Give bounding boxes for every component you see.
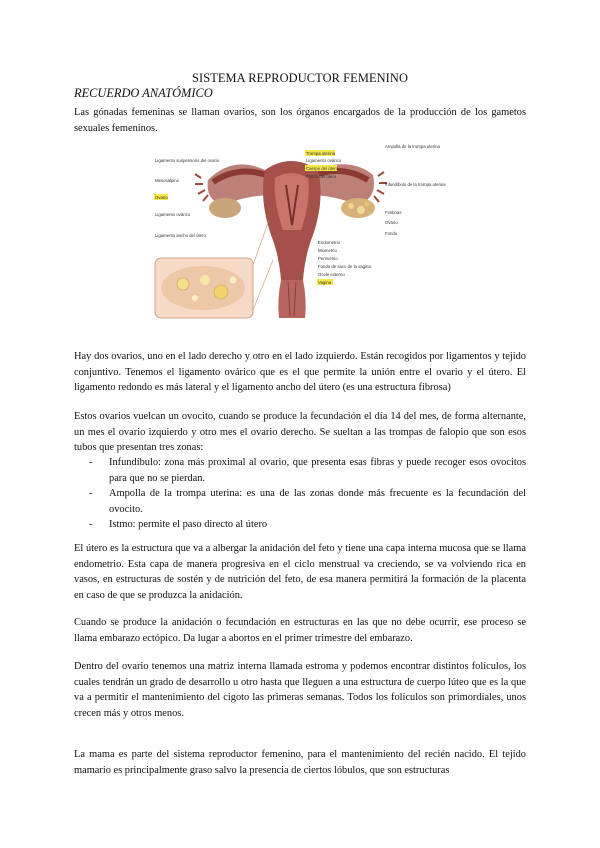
- anatomy-figure: [153, 140, 446, 320]
- label-cuerpo-utero: Cuerpo del útero: [306, 166, 339, 171]
- paragraph-mama-text: La mama es parte del sistema reproductor femenino, para el mantenimiento del recién nacido. El tejido mamario es principalmente graso salvo la presencia de ciertos lóbulos, que son estructuras: [74, 749, 526, 776]
- list-item: - Istmo: permite el paso directo al útero: [89, 519, 268, 531]
- label-ovario-right: Ovario: [385, 220, 398, 225]
- label-ligamento-ovarico-top: Ligamento ovárico: [306, 158, 342, 163]
- intro-paragraph: [74, 105, 526, 136]
- label-fondo: Fondo: [385, 231, 398, 236]
- label-perimetrio: Perimetrio: [318, 256, 338, 261]
- page-title: SISTEMA REPRODUCTOR FEMENINO: [192, 71, 408, 85]
- label-infundibulo: Infundíbulo de la trompa uterina: [385, 182, 446, 187]
- label-trompa: Trompa uterina: [306, 151, 335, 156]
- paragraph-utero: [74, 541, 526, 603]
- label-ligamento-suspensorio: Ligamento suspensorio del ovario: [155, 158, 220, 163]
- paragraph-ovarios-text: Hay dos ovarios, uno en el lado derecho y otro en el lado izquierdo. Están recogidos por ligamentos y tejido conjuntivo. Tenemos el ligamento ovárico que es el que permite la unión entre el ovario y el útero. El ligamento redondo es más lateral y el ligamento ancho del útero (es una estructura fibrosa): [74, 351, 526, 394]
- label-fondo-utero: Fondo del útero: [306, 174, 337, 179]
- label-endometrio: Endometrio: [318, 240, 340, 245]
- paragraph-ectopico-text: Cuando se produce la anidación o fecundación en estructuras en las que no debe ocurrir, ese proceso se llama embarazo ectópico. Da lugar a abortos en el primer trimestre del embarazo.: [74, 617, 526, 644]
- label-ocele: Ocele externo: [318, 272, 345, 277]
- label-fimbrias: Fimbrias: [385, 210, 402, 215]
- paragraph-mama: [74, 747, 526, 778]
- list-item-text: Istmo: permite el paso directo al útero: [109, 519, 268, 531]
- uterus-illustration: [153, 140, 446, 320]
- paragraph-estroma: [74, 659, 526, 721]
- paragraph-ovocito: [74, 409, 526, 456]
- list-item-text: Ampolla de la trompa uterina: es una de las zonas donde más frecuente es la fecundación del ovocito.: [109, 488, 526, 515]
- paragraph-estroma-text: Dentro del ovario tenemos una matriz interna llamada estroma y podemos encontrar distintos folículos, los cuales tendrán un grado de desarrollo u otro hasta que lleguen a una estructura de cuerpo lúteo que es la que va a permitir el mantenimiento del cigoto las primeras semanas. Todos los folículos son primordiales, unos crecen más y otros menos.: [74, 661, 526, 719]
- label-miometrio: Miometrio: [318, 248, 337, 253]
- paragraph-ectopico: [74, 615, 526, 646]
- label-fondo-saco: Fondo de saco de la vagina: [318, 264, 371, 269]
- label-mesosalpinx: Mesosalpinx: [155, 178, 179, 183]
- paragraph-ovarios: [74, 349, 526, 396]
- label-ovario-left: Ovario: [155, 195, 168, 200]
- label-ligamento-ovarico-left: Ligamento ovárico: [155, 212, 191, 217]
- section-subtitle: RECUERDO ANATÓMICO: [74, 86, 213, 100]
- trompa-zones-list: [74, 455, 526, 533]
- list-item-text: Infundíbulo: zona más proximal al ovario, que presenta esas fibras y puede recoger esos ovocitos para que no se pierdan.: [109, 457, 526, 484]
- label-vagina: Vagina: [318, 280, 332, 285]
- paragraph-utero-text: El útero es la estructura que va a albergar la anidación del feto y tiene una capa interna mucosa que se llama endometrio. Esta capa de manera progresiva en el ciclo menstrual va creciendo, se va volviendo rica en vasos, en estructuras de sostén y de nutrición del feto, de esa manera permitirá la formación de la placenta en caso de que se produzca la anidación.: [74, 543, 526, 601]
- label-ligamento-ancho: Ligamento ancho del útero: [155, 233, 206, 238]
- intro-text: Las gónadas femeninas se llaman ovarios, son los órganos encargados de la producción de los gametos sexuales femeninos.: [74, 107, 526, 134]
- paragraph-ovocito-text: Estos ovarios vuelcan un ovocito, cuando se produce la fecundación el día 14 del mes, de forma alternante, un mes el ovario izquierdo y otro mes el ovario derecho. Se sueltan a las trompas de falopio que son esos tubos que presentan tres zonas:: [74, 411, 526, 454]
- list-item: - Ampolla de la trompa uterina: es una de las zonas donde más frecuente es la fecundación del ovocito.: [89, 488, 526, 515]
- label-ampolla: Ampolla de la trompa uterina: [385, 144, 440, 149]
- list-item: - Infundíbulo: zona más proximal al ovario, que presenta esas fibras y puede recoger esos ovocitos para que no se pierdan.: [89, 457, 526, 484]
